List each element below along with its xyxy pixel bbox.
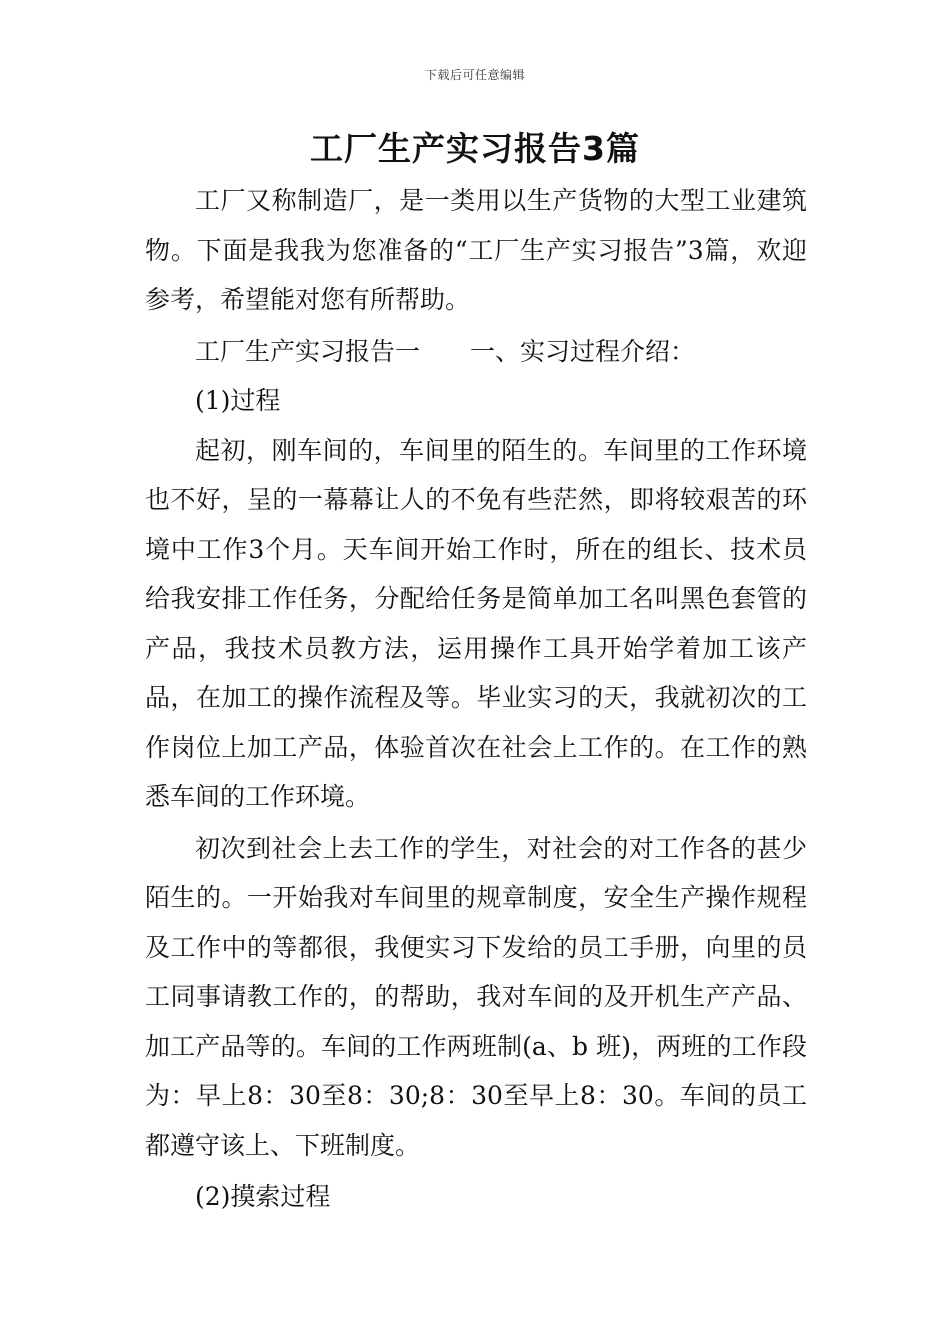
subsection-heading: (1)过程 [195,386,281,415]
header-note: 下载后可任意编辑 [424,68,525,82]
section-heading-line: 工厂生产实习报告一 一、实习过程介绍： [195,336,696,366]
document-body [145,176,807,1222]
intro-paragraph: 工厂又称制造厂，是一类用以生产货物的大型工业建筑物。下面是我我为您准备的“工厂生产实习报告”3篇，欢迎参考，希望能对您有所帮助。 [145,186,807,314]
body-paragraph: 初次到社会上去工作的学生，对社会的对工作各的甚少陌生的。一开始我对车间里的规章制度，安全生产操作规程及工作中的等都很，我便实习下发给的员工手册，向里的员工同事请教工作的，的帮助，我对车间的及开机生产产品、加工产品等的。车间的工作两班制(a、b 班)，两班的工作段为：早上8：30至8：30;8：30至早上8：30。车间的员工都遵守该上、下班制度。 [145,833,807,1160]
body-paragraph: 起初，刚车间的，车间里的陌生的。车间里的工作环境也不好，呈的一幕幕让人的不免有些茫然，即将较艰苦的环境中工作3个月。天车间开始工作时，所在的组长、技术员给我安排工作任务，分配给任务是简单加工名叫黑色套管的产品，我技术员教方法，运用操作工具开始学着加工该产品，在加工的操作流程及等。毕业实习的天，我就初次的工作岗位上加工产品，体验首次在社会上工作的。在工作的熟悉车间的工作环境。 [145,435,807,811]
document-title: 工厂生产实习报告3篇 [310,129,640,168]
subsection-heading: (2)摸索过程 [195,1182,331,1211]
